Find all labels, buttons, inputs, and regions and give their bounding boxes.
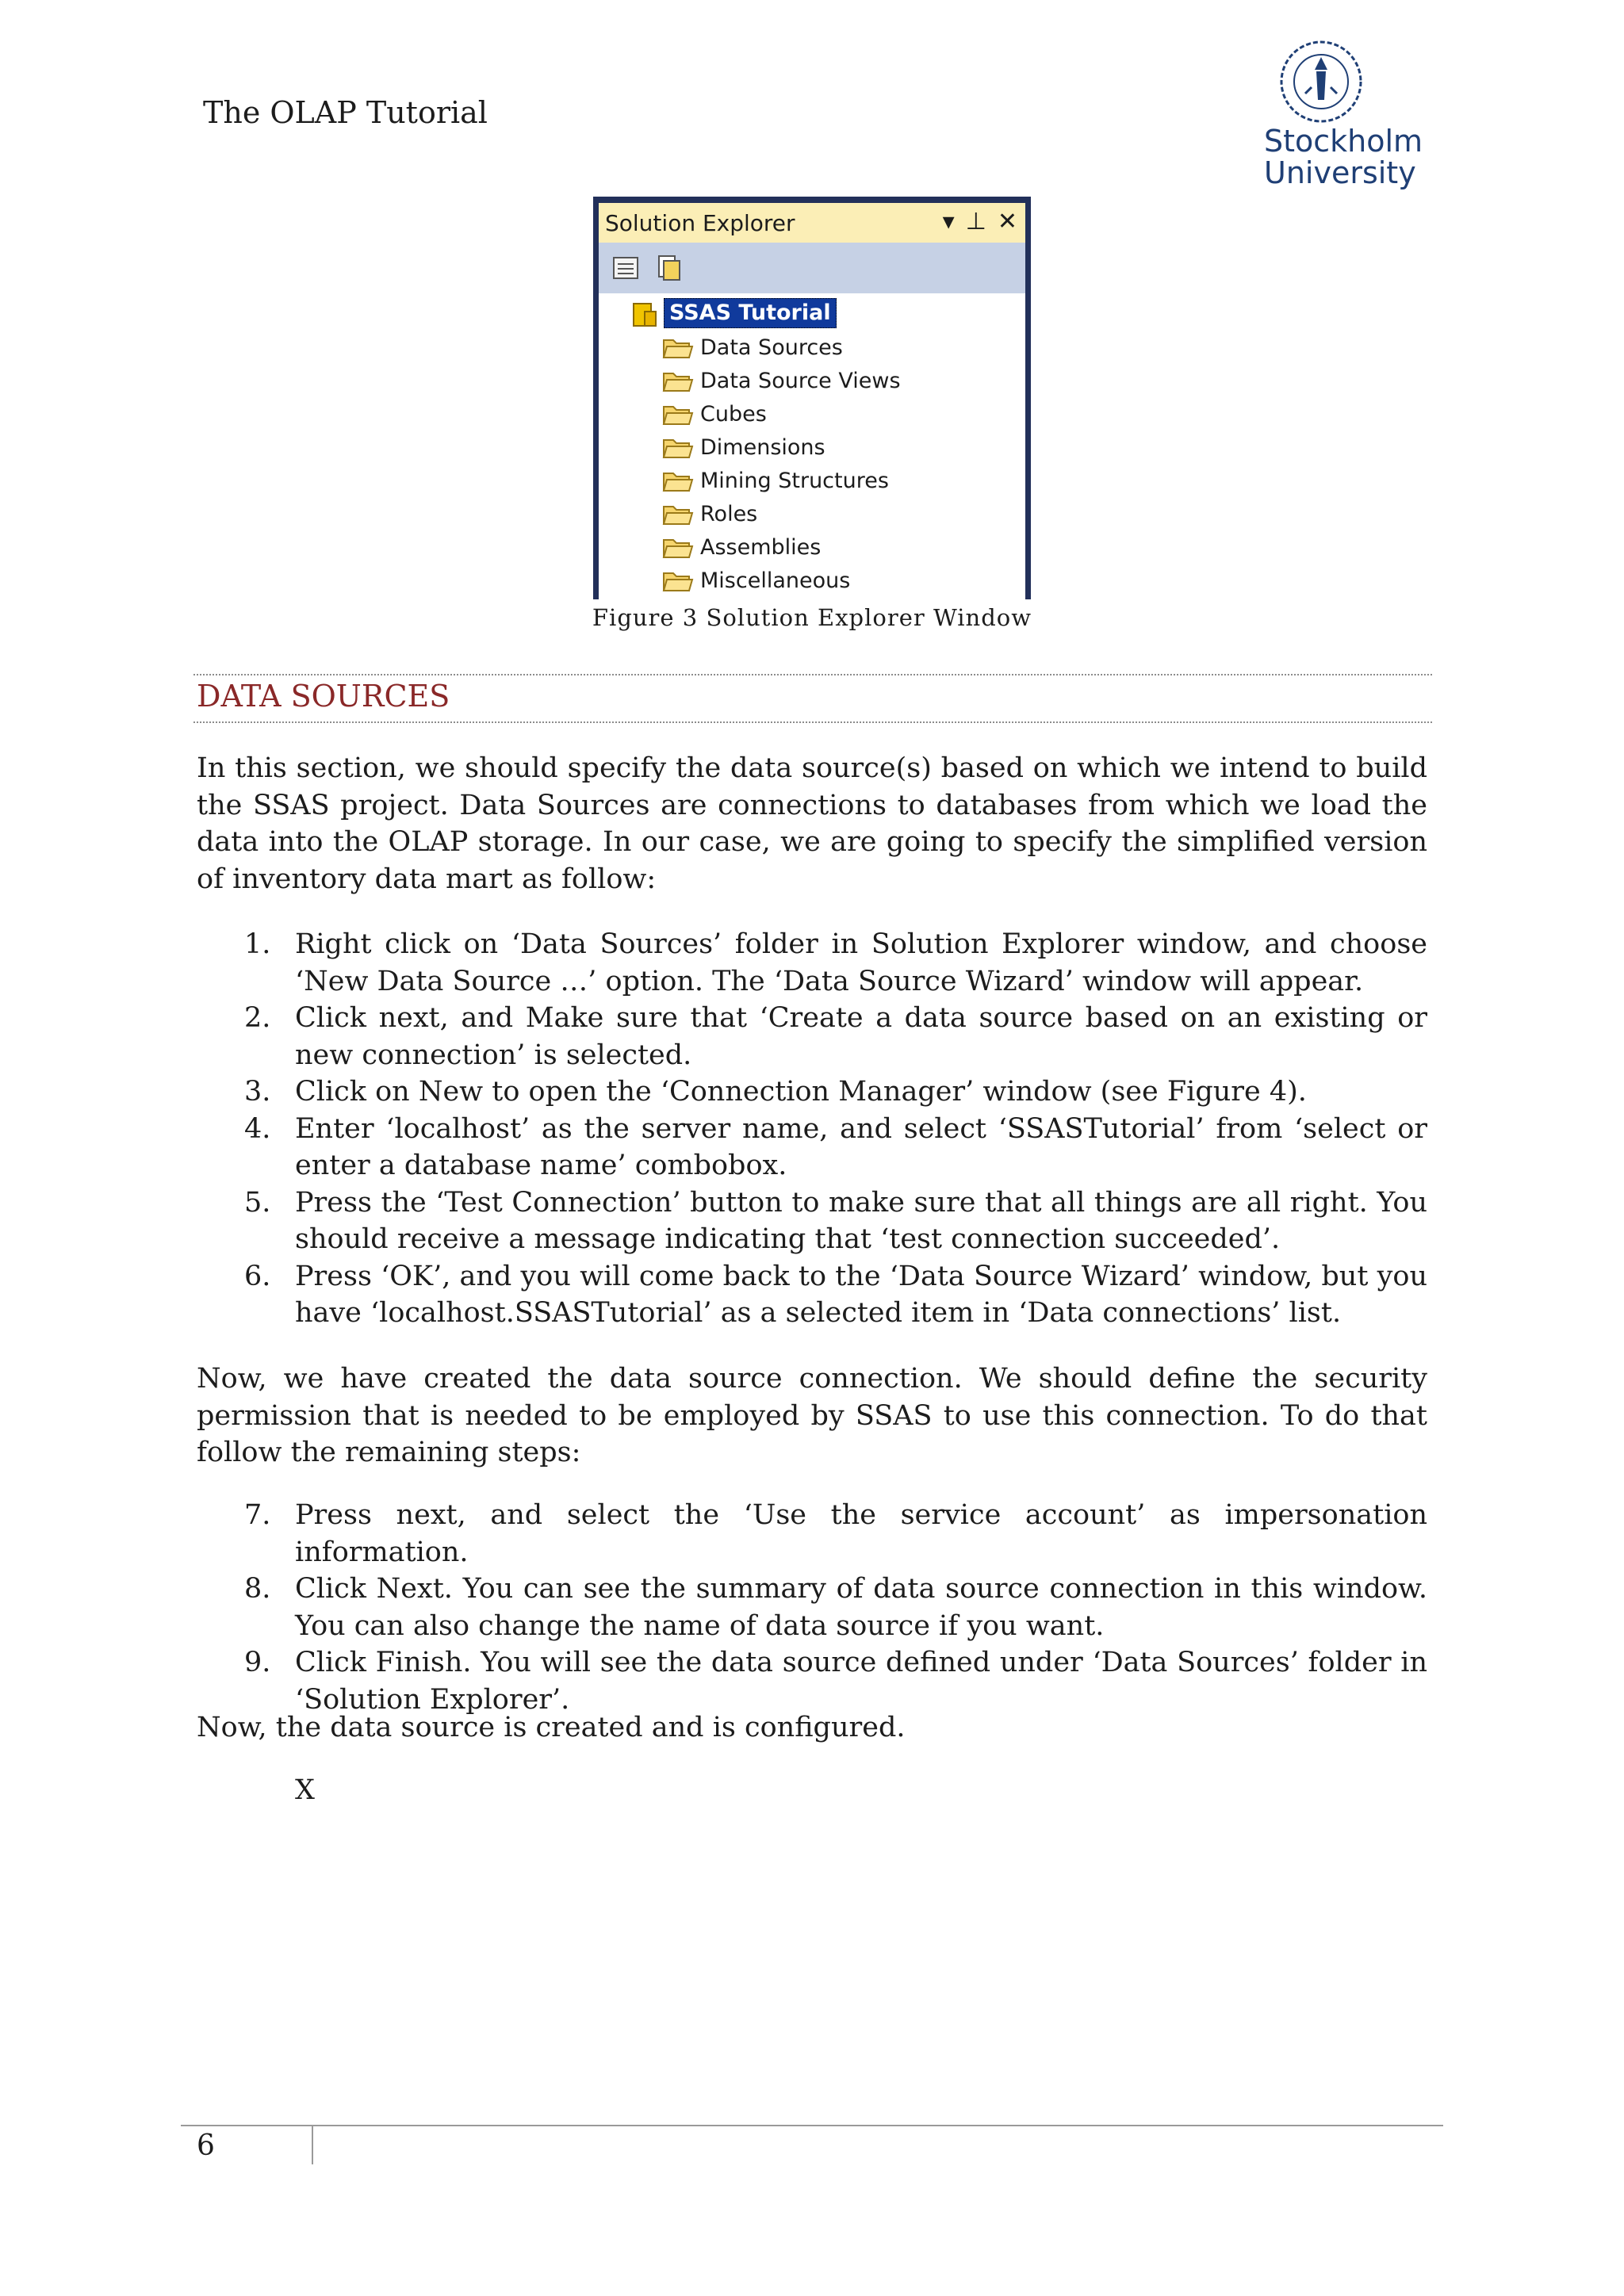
list-item	[197, 1073, 1427, 1111]
footer-rule	[181, 2125, 1443, 2126]
folder-icon	[662, 469, 694, 492]
tree-item-assemblies[interactable]	[662, 531, 821, 563]
page-number: 6	[197, 2130, 215, 2162]
folder-icon	[662, 502, 694, 526]
folder-icon	[662, 369, 694, 392]
tree-item-roles[interactable]	[662, 498, 757, 530]
section-heading: DATA SOURCES	[197, 679, 450, 714]
list-number: 4.	[244, 1112, 271, 1145]
footer-separator	[312, 2126, 313, 2164]
list-number: 5.	[244, 1186, 271, 1219]
closing-paragraph: Now, the data source is created and is configured.	[197, 1712, 906, 1743]
steps-list-2	[197, 1497, 1427, 1718]
list-number: 9.	[244, 1647, 271, 1678]
middle-paragraph: Now, we have created the data source connection. We should define the security permission that is needed to be employed by SSAS to use this connection. To do that follow the remaining steps:	[197, 1363, 1427, 1468]
tree-item-mining-structures[interactable]	[662, 465, 889, 496]
solution-explorer-title: Solution Explorer	[605, 209, 795, 236]
intro-paragraph: In this section, we should specify the data source(s) based on which we intend to build the SSAS project. Data Sources are connections to databases from which we load the data into the OLAP storage. In our case, we are going to specify the simplified version of inventory data mart as follow:	[197, 752, 1427, 895]
solution-explorer-toolbar	[599, 243, 1025, 293]
list-text: Enter ‘localhost’ as the server name, and select ‘SSASTutorial’ from ‘select or enter a database name’ combobox.	[295, 1112, 1427, 1181]
list-number: 2.	[244, 1002, 271, 1034]
tree-item-label: Data Source Views	[700, 368, 901, 393]
list-text: Press ‘OK’, and you will come back to the ‘Data Source Wizard’ window, but you have ‘localhost.SSASTutorial’ as a selected item in ‘Data connections’ list.	[295, 1260, 1427, 1329]
list-number: 1.	[244, 928, 271, 960]
dropdown-arrow-icon[interactable]: ▾	[942, 208, 955, 235]
tree-item-label: Roles	[700, 501, 758, 526]
list-item	[197, 1111, 1427, 1184]
tree-item-label: Miscellaneous	[700, 568, 851, 593]
university-logo	[1264, 38, 1431, 197]
list-text: Right click on ‘Data Sources’ folder in Solution Explorer window, and choose ‘New Data Source …’ option. The ‘Data Source Wizard’ window will appear.	[295, 928, 1427, 997]
folder-icon	[662, 435, 694, 459]
solution-explorer-titlebar	[599, 203, 1025, 243]
folder-icon	[662, 335, 694, 359]
folder-icon	[662, 535, 694, 559]
solution-explorer-window	[593, 197, 1031, 599]
list-item	[197, 1497, 1427, 1571]
tree-item-data-source-views[interactable]	[662, 365, 901, 396]
running-header: The OLAP Tutorial	[203, 95, 488, 130]
tree-root-project[interactable]	[630, 298, 837, 328]
list-text: Click Finish. You will see the data source defined under ‘Data Sources’ folder in ‘Solution Explorer’.	[295, 1647, 1427, 1716]
solution-tree	[599, 293, 1025, 593]
list-number: 3.	[244, 1076, 271, 1108]
figure-caption: Figure 3 Solution Explorer Window	[592, 604, 1032, 631]
tree-item-label: Dimensions	[700, 434, 825, 460]
list-number: 6.	[244, 1260, 271, 1292]
tree-item-data-sources[interactable]	[662, 331, 843, 363]
tree-item-dimensions[interactable]	[662, 431, 825, 463]
tree-root-label: SSAS Tutorial	[664, 298, 837, 328]
tree-item-label: Mining Structures	[700, 468, 889, 493]
list-text: Click next, and Make sure that ‘Create a data source based on an existing or new connection’ is selected.	[295, 1002, 1427, 1071]
logo-line-2: University	[1264, 155, 1416, 190]
list-text: Press next, and select the ‘Use the service account’ as impersonation information.	[295, 1499, 1427, 1568]
logo-line-1: Stockholm	[1264, 124, 1423, 159]
show-all-files-icon[interactable]	[654, 254, 683, 281]
tree-item-label: Cubes	[700, 401, 767, 427]
steps-list-1	[197, 926, 1427, 1332]
list-number: 8.	[244, 1573, 271, 1605]
list-item	[197, 1644, 1427, 1718]
list-text: Press the ‘Test Connection’ button to make sure that all things are all right. You should receive a message indicating that ‘test connection succeeded’.	[295, 1186, 1427, 1255]
list-number: 7.	[244, 1499, 271, 1531]
tree-item-cubes[interactable]	[662, 398, 767, 430]
list-text: Click Next. You can see the summary of data source connection in this window. You can also change the name of data source if you want.	[295, 1573, 1427, 1642]
list-item	[197, 926, 1427, 1000]
folder-icon	[662, 402, 694, 426]
tree-item-miscellaneous[interactable]	[662, 564, 850, 596]
list-item	[197, 1000, 1427, 1073]
folder-icon	[662, 568, 694, 592]
list-text: Click on New to open the ‘Connection Manager’ window (see Figure 4).	[295, 1076, 1307, 1108]
pin-icon[interactable]: ⊥	[965, 208, 986, 235]
x-mark: X	[295, 1774, 315, 1806]
university-seal-icon	[1274, 38, 1369, 125]
close-icon[interactable]: ✕	[997, 208, 1017, 235]
project-icon	[630, 299, 659, 327]
properties-icon[interactable]	[611, 254, 640, 281]
tree-item-label: Data Sources	[700, 335, 843, 360]
heading-rule-top	[193, 674, 1432, 675]
list-item	[197, 1571, 1427, 1644]
tree-item-label: Assemblies	[700, 534, 822, 560]
list-item	[197, 1184, 1427, 1258]
list-item	[197, 1258, 1427, 1332]
heading-rule-bottom	[193, 721, 1432, 723]
